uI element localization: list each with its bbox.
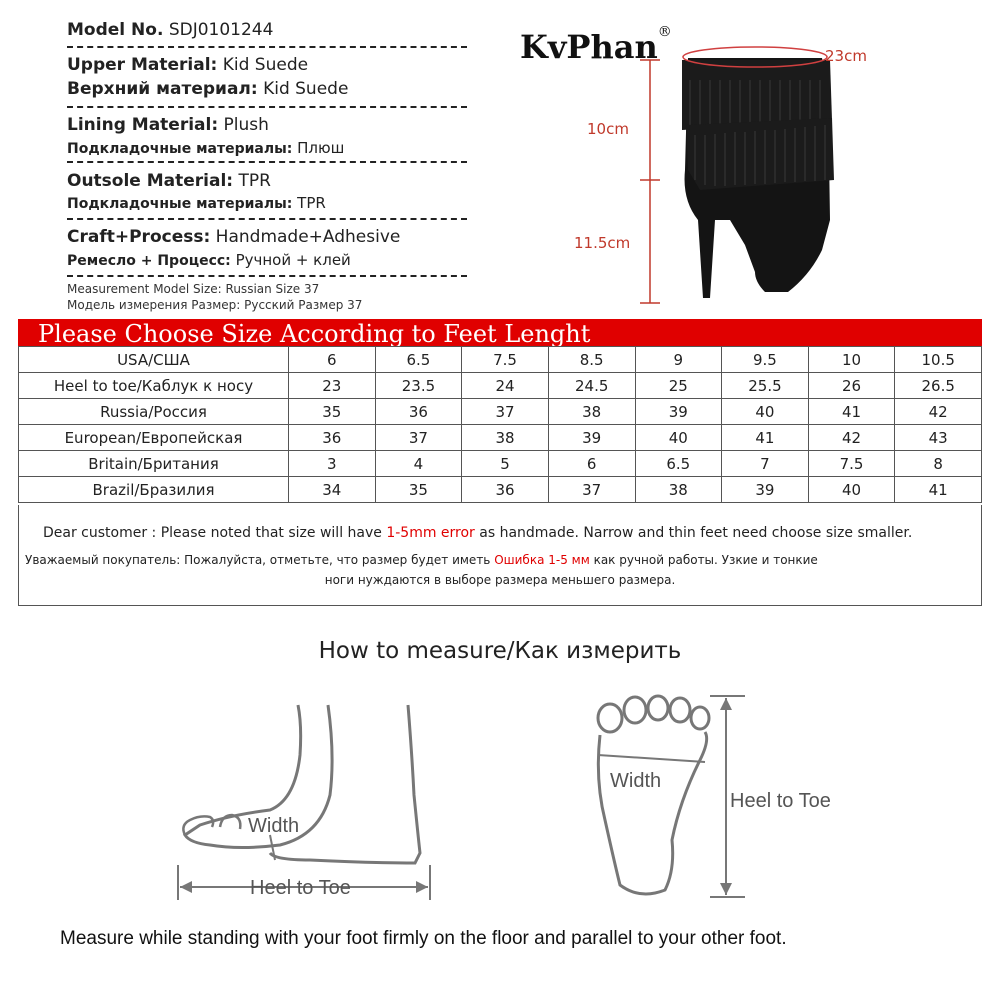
top-width-label: Width	[610, 770, 662, 792]
divider	[67, 46, 467, 48]
size-cell: 34	[289, 477, 376, 503]
size-row-label: Russia/Россия	[19, 399, 289, 425]
size-cell: 40	[635, 425, 722, 451]
notice-en: Dear customer : Please noted that size will have 1-5mm error as handmade. Narrow and thin feet need choose size smaller.	[43, 525, 913, 541]
size-row-label: USA/CША	[19, 347, 289, 373]
side-width-label: Width	[248, 815, 300, 837]
size-notice	[18, 505, 982, 606]
lining-material-en: Lining Material: Plush	[67, 115, 269, 135]
measurement-model-size-en: Measurement Model Size: Russian Size 37	[67, 282, 320, 296]
heel-dimension: 11.5cm	[574, 234, 631, 252]
size-cell: 7.5	[808, 451, 895, 477]
size-cell: 25.5	[722, 373, 809, 399]
size-cell: 39	[722, 477, 809, 503]
top-length-label: Heel to Toe	[730, 790, 831, 812]
size-cell: 40	[808, 477, 895, 503]
size-chart	[18, 319, 982, 503]
size-cell: 26.5	[895, 373, 982, 399]
notice-ru: Уважаемый покупатель: Пожалуйста, отметьте, что размер будет иметь Ошибка 1-5 мм как ручной работы. Узкие и тонкие	[25, 553, 818, 567]
size-cell: 6	[289, 347, 376, 373]
size-cell: 41	[808, 399, 895, 425]
size-cell: 10.5	[895, 347, 982, 373]
side-length-label: Heel to Toe	[250, 877, 351, 899]
size-cell: 7.5	[462, 347, 549, 373]
fringe-layer-bottom	[686, 118, 834, 190]
size-cell: 4	[375, 451, 462, 477]
size-row-label: European/Европейская	[19, 425, 289, 451]
measurement-model-size-ru: Модель измерения Размер: Русский Размер 37	[67, 298, 363, 312]
size-cell: 39	[635, 399, 722, 425]
how-to-measure-title: How to measure/Как измерить	[318, 638, 682, 664]
size-cell: 35	[375, 477, 462, 503]
error-highlight-ru: Ошибка 1-5 мм	[494, 553, 590, 567]
size-cell: 38	[635, 477, 722, 503]
divider	[67, 218, 467, 220]
size-cell: 8	[895, 451, 982, 477]
lining-material-ru: Подкладочные материалы: Плюш	[67, 139, 345, 157]
size-chart-banner: Please Choose Size According to Feet Lenght	[18, 319, 982, 346]
size-cell: 25	[635, 373, 722, 399]
size-cell: 37	[375, 425, 462, 451]
size-table	[18, 346, 982, 503]
size-cell: 41	[895, 477, 982, 503]
size-cell: 36	[462, 477, 549, 503]
size-cell: 37	[462, 399, 549, 425]
size-cell: 3	[289, 451, 376, 477]
size-cell: 43	[895, 425, 982, 451]
opening-dimension: 23cm	[825, 47, 867, 65]
size-cell: 38	[548, 399, 635, 425]
size-table-body	[19, 347, 982, 503]
size-cell: 23	[289, 373, 376, 399]
size-cell: 42	[808, 425, 895, 451]
size-cell: 9.5	[722, 347, 809, 373]
size-row-label: Heel to toe/Каблук к носу	[19, 373, 289, 399]
size-cell: 41	[722, 425, 809, 451]
size-cell: 10	[808, 347, 895, 373]
measure-instruction: Measure while standing with your foot firmly on the floor and parallel to your other foot.	[60, 928, 787, 949]
outsole-material-ru: Подкладочные материалы: TPR	[67, 194, 326, 212]
shaft-dimension: 10cm	[587, 120, 629, 138]
craft-process-ru: Ремесло + Процесс: Ручной + клей	[67, 251, 351, 269]
size-cell: 6.5	[635, 451, 722, 477]
foot-side-illustration	[170, 695, 440, 905]
upper-material-ru: Верхний материал: Kid Suede	[67, 79, 349, 99]
size-cell: 5	[462, 451, 549, 477]
size-row-label: Britain/Британия	[19, 451, 289, 477]
divider	[67, 106, 467, 108]
size-row	[19, 425, 982, 451]
boot-illustration	[560, 20, 960, 320]
size-cell: 36	[375, 399, 462, 425]
upper-material-en: Upper Material: Kid Suede	[67, 55, 309, 75]
size-row	[19, 399, 982, 425]
size-row-label: Brazil/Бразилия	[19, 477, 289, 503]
size-cell: 8.5	[548, 347, 635, 373]
notice-ru-line2: ноги нуждаются в выборе размера меньшего размера.	[324, 573, 676, 587]
size-row	[19, 451, 982, 477]
size-cell: 24.5	[548, 373, 635, 399]
divider	[67, 161, 467, 163]
size-cell: 35	[289, 399, 376, 425]
brand-logo: KvPhan®	[520, 24, 672, 66]
size-row	[19, 373, 982, 399]
craft-process-en: Craft+Process: Handmade+Adhesive	[67, 227, 401, 247]
size-cell: 37	[548, 477, 635, 503]
size-cell: 24	[462, 373, 549, 399]
size-cell: 39	[548, 425, 635, 451]
size-cell: 38	[462, 425, 549, 451]
size-cell: 42	[895, 399, 982, 425]
size-cell: 7	[722, 451, 809, 477]
size-cell: 6.5	[375, 347, 462, 373]
outsole-material-en: Outsole Material: TPR	[67, 171, 271, 191]
size-cell: 9	[635, 347, 722, 373]
size-row	[19, 477, 982, 503]
size-cell: 6	[548, 451, 635, 477]
model-number: Model No. SDJ0101244	[67, 20, 274, 40]
error-highlight-en: 1-5mm error	[386, 525, 475, 541]
size-cell: 26	[808, 373, 895, 399]
size-cell: 23.5	[375, 373, 462, 399]
size-cell: 40	[722, 399, 809, 425]
size-row	[19, 347, 982, 373]
divider	[67, 275, 467, 277]
size-cell: 36	[289, 425, 376, 451]
